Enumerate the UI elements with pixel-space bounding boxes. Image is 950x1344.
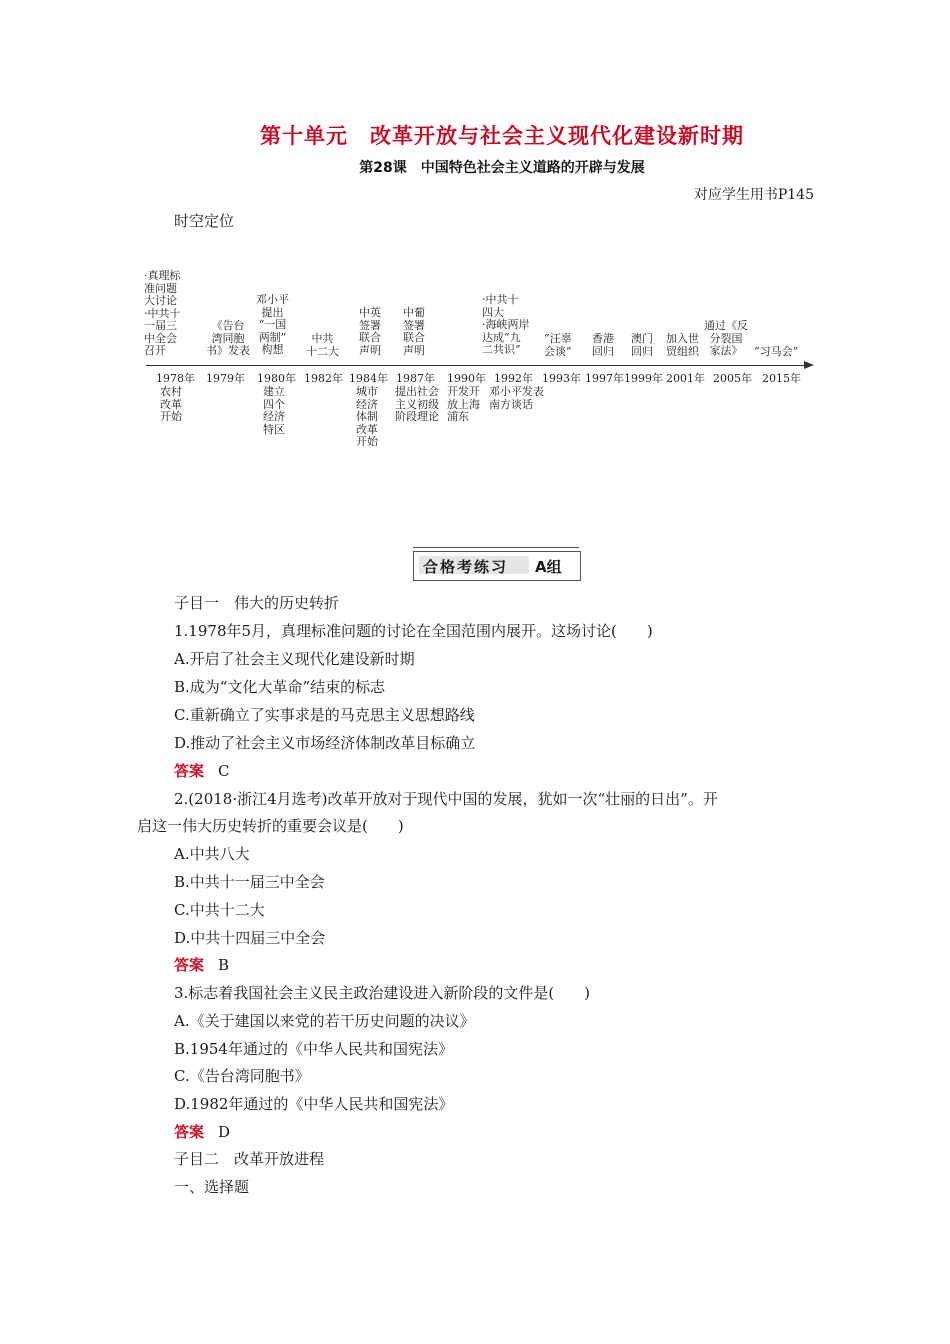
answer-value: B — [218, 956, 230, 974]
practice-badge — [413, 551, 581, 581]
question-2-stem-line2: 启这一伟大历史转折的重要会议是( ) — [137, 817, 404, 835]
timeline-axis — [146, 365, 806, 366]
timeline-year: 1997年 — [585, 372, 624, 385]
badge-label: 合格考练习 — [423, 558, 509, 576]
question-2-option-d: D.中共十四届三中全会 — [174, 929, 326, 947]
question-1-option-b: B.成为“文化大革命”结束的标志 — [174, 678, 386, 696]
timeline-year: 1980年 — [257, 372, 296, 385]
answer-label: 答案 — [174, 762, 205, 780]
question-2-stem-line1: 2.(2018·浙江4月选考)改革开放对于现代中国的发展，犹如一次“壮丽的日出”。开 — [174, 790, 718, 808]
topic-heading: 子目一 伟大的历史转折 — [174, 594, 340, 612]
answer-value: C — [218, 762, 230, 780]
question-3-answer — [174, 1121, 230, 1142]
lesson-title: 第28课 中国特色社会主义道路的开辟与发展 — [359, 160, 645, 176]
timeline-year: 1982年 — [304, 372, 343, 385]
timeline-event-below-1978: 农村 改革 开始 — [160, 385, 182, 423]
question-3-option-c: C.《告台湾同胞书》 — [174, 1067, 310, 1085]
question-3-option-d: D.1982年通过的《中华人民共和国宪法》 — [174, 1095, 454, 1113]
timeline-event-1992: ·中共十 四大 ·海峡两岸 达成“九 二共识” — [482, 293, 530, 356]
timeline-arrow-icon — [804, 361, 814, 369]
answer-label: 答案 — [174, 1123, 205, 1141]
timeline-event-below-1984: 城市 经济 体制 改革 开始 — [356, 385, 378, 448]
answer-value: D — [218, 1123, 231, 1141]
question-2-option-b: B.中共十一届三中全会 — [174, 873, 325, 891]
timeline-event-2005: 通过《反 分裂国 家法》 — [704, 319, 748, 357]
timeline-event-1993: “汪辜 会谈” — [544, 332, 572, 358]
timeline-year: 1990年 — [447, 372, 486, 385]
timeline-event-1997: 香港 回归 — [592, 332, 614, 358]
timeline-event-below-1990: 开发开 放上海 浦东 — [447, 385, 480, 423]
timeline-event-1978: ·真理标 准问题 大讨论 ·中共十 一届三 中全会 召开 — [144, 269, 181, 357]
answer-label: 答案 — [174, 956, 205, 974]
question-2-option-c: C.中共十二大 — [174, 901, 265, 919]
question-1-option-d: D.推动了社会主义市场经济体制改革目标确立 — [174, 734, 476, 752]
topic-heading: 子目二 改革开放进程 — [174, 1150, 325, 1168]
subsection-heading: 一、选择题 — [174, 1178, 250, 1196]
question-3-option-a: A.《关于建国以来党的若干历史问题的决议》 — [174, 1012, 475, 1030]
section-label: 时空定位 — [174, 212, 235, 230]
question-1-option-c: C.重新确立了实事求是的马克思主义思想路线 — [174, 706, 475, 724]
timeline-event-1982: 中共 十二大 — [306, 332, 339, 358]
timeline-event-below-1987: 提出社会 主义初级 阶段理论 — [395, 385, 439, 423]
timeline-event-below-1992: 邓小平发表 南方谈话 — [489, 385, 544, 411]
timeline-year: 1999年 — [624, 372, 663, 385]
question-2-option-a: A.中共八大 — [174, 845, 250, 863]
badge-group: A组 — [535, 558, 562, 576]
timeline-year: 1993年 — [542, 372, 581, 385]
timeline-event-below-1980: 建立 四个 经济 特区 — [263, 385, 285, 436]
timeline-event-1999: 澳门 回归 — [631, 332, 653, 358]
timeline-event-1984: 中英 签署 联合 声明 — [359, 306, 381, 357]
timeline-event-1980: 邓小平 提出 “一国 两制” 构想 — [256, 293, 289, 356]
question-3-stem: 3.标志着我国社会主义民主政治建设进入新阶段的文件是( ) — [174, 984, 591, 1002]
timeline-event-1987: 中葡 签署 联合 声明 — [403, 306, 425, 357]
timeline-event-1979: 《告台 湾同胞 书》发表 — [206, 319, 250, 357]
question-1-answer — [174, 760, 230, 781]
question-2-answer — [174, 954, 229, 975]
timeline-year: 1978年 — [156, 372, 195, 385]
timeline-year: 1979年 — [206, 372, 245, 385]
question-1-option-a: A.开启了社会主义现代化建设新时期 — [174, 650, 415, 668]
timeline-event-2015: “习马会” — [754, 345, 799, 358]
unit-title: 第十单元 改革开放与社会主义现代化建设新时期 — [260, 124, 744, 148]
timeline-year: 1992年 — [494, 372, 533, 385]
timeline-year: 1987年 — [396, 372, 435, 385]
page-reference: 对应学生用书P145 — [693, 187, 814, 203]
timeline-event-2001: 加入世 贸组织 — [666, 332, 699, 358]
question-1-stem: 1.1978年5月，真理标准问题的讨论在全国范围内展开。这场讨论( ) — [174, 622, 653, 640]
timeline-year: 2001年 — [666, 372, 705, 385]
timeline-year: 1984年 — [349, 372, 388, 385]
timeline — [140, 262, 820, 462]
timeline-year: 2005年 — [713, 372, 752, 385]
badge-decoration — [413, 547, 579, 548]
timeline-year: 2015年 — [762, 372, 801, 385]
question-3-option-b: B.1954年通过的《中华人民共和国宪法》 — [174, 1040, 453, 1058]
